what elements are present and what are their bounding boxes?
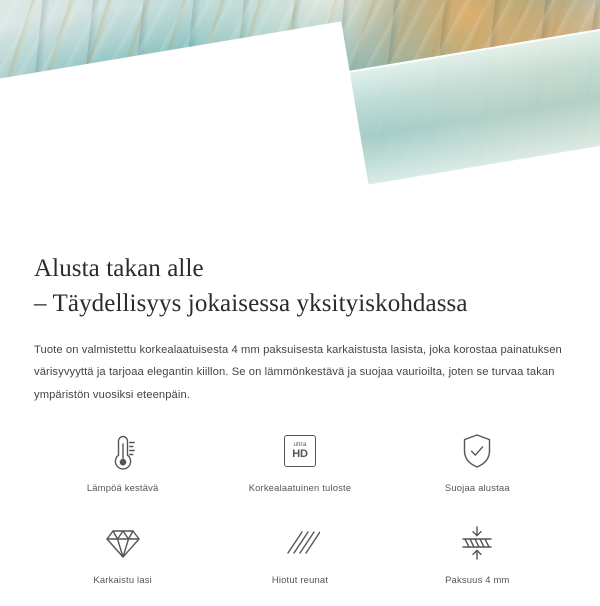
shield-check-icon — [456, 428, 498, 474]
feature-item-tempered-glass — [34, 520, 211, 606]
polished-edges-icon — [280, 520, 320, 566]
feature-grid — [34, 428, 566, 606]
feature-item-polished-edges — [211, 520, 388, 606]
feature-item-protects-surface — [389, 428, 566, 514]
content-area — [0, 228, 600, 606]
hero-product-image — [0, 0, 600, 228]
feature-label: Korkealaatuinen tuloste — [248, 482, 352, 494]
feature-item-heat-resistant — [34, 428, 211, 514]
headline-line-2: – Täydellisyys jokaisessa yksityiskohdassa — [34, 289, 468, 317]
feature-label: Suojaa alustaa — [444, 482, 510, 494]
ultra-hd-badge-bottom: HD — [292, 448, 308, 461]
feature-item-thickness — [389, 520, 566, 606]
thermometer-icon — [103, 428, 143, 474]
ultra-hd-icon — [284, 428, 316, 474]
ultra-hd-badge-top: ultra — [293, 441, 307, 449]
feature-label: Paksuus 4 mm — [445, 574, 510, 586]
diamond-icon — [101, 520, 145, 566]
thickness-arrows-icon — [455, 520, 499, 566]
feature-label: Karkaistu lasi — [93, 574, 152, 586]
feature-label: Hiotut reunat — [271, 574, 329, 586]
feature-item-high-quality-print — [211, 428, 388, 514]
page-title — [34, 228, 566, 321]
headline-line-1: Alusta takan alle — [34, 255, 204, 282]
body-paragraph: Tuote on valmistettu korkealaatuisesta 4 mm paksuisesta karkaistusta lasista, joka korostaa painatuksen värisyvyyttä ja tarjoaa elegantin kiillon. Se on lämmönkestävä ja suojaa vaurioilta, joten se turvaa takan ympäristön vuosiksi eteenpäin. — [34, 344, 562, 401]
feature-label: Lämpöä kestävä — [86, 482, 159, 494]
